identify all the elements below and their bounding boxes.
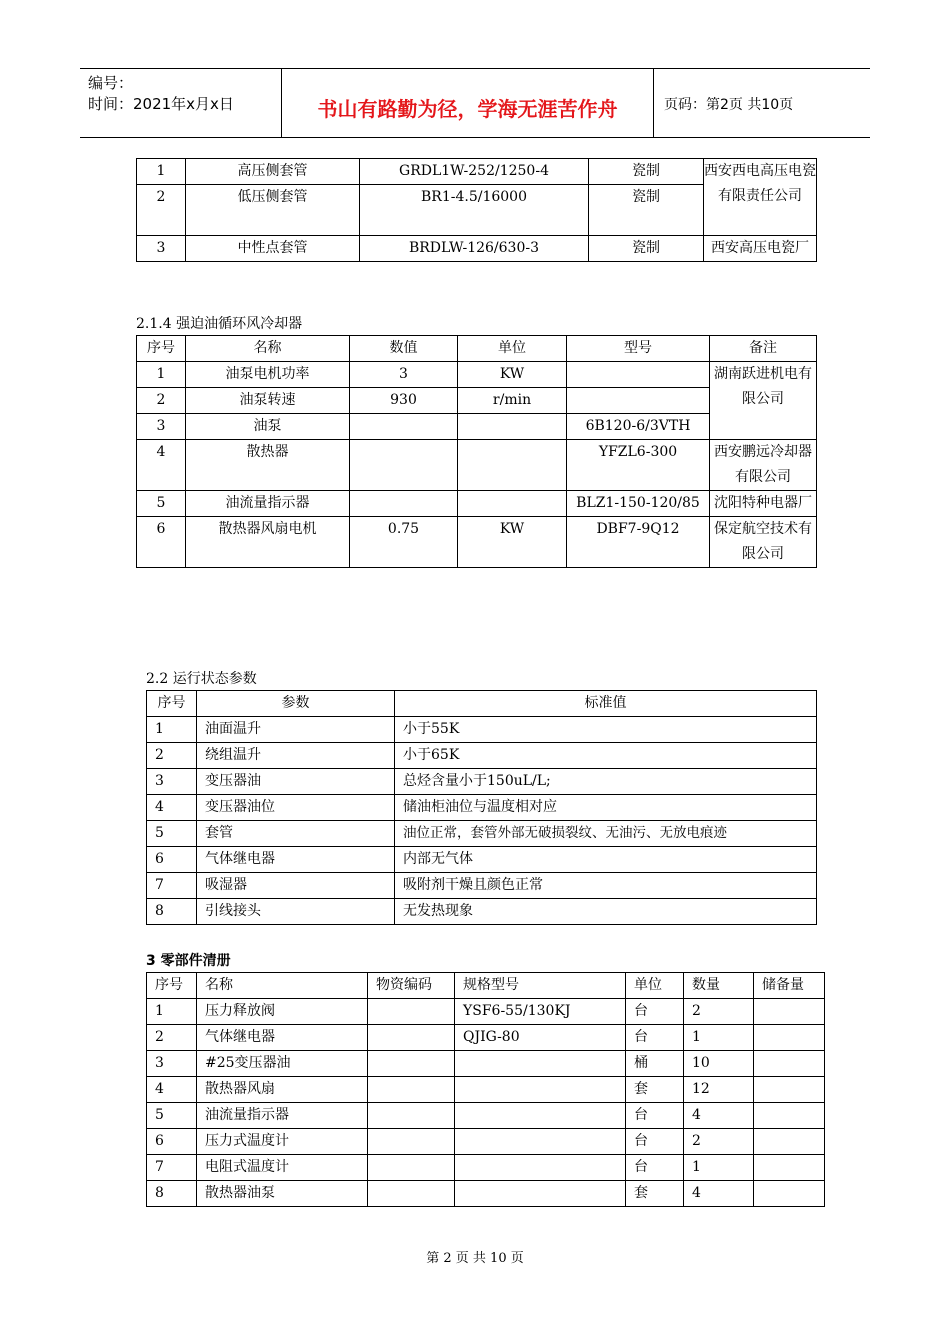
page-header: [80, 68, 870, 138]
row-spec: [455, 1129, 626, 1155]
maker-cell: 西安西电高压电瓷有限责任公司: [704, 159, 817, 236]
table-row: [137, 517, 817, 568]
row-no: 2: [147, 743, 197, 769]
row-std: 小于65K: [395, 743, 817, 769]
row-std: 无发热现象: [395, 899, 817, 925]
row-unit: [458, 491, 567, 517]
row-no: 1: [137, 159, 186, 185]
row-reserve: [754, 1181, 825, 1207]
row-value: 0.75: [350, 517, 458, 568]
section-title: 2.1.4 强迫油循环风冷却器: [136, 316, 303, 332]
table-header-row: [137, 336, 817, 362]
col-header: 单位: [626, 973, 684, 999]
row-no: 1: [147, 999, 197, 1025]
table-row: [147, 717, 817, 743]
row-no: 2: [147, 1025, 197, 1051]
col-header: 名称: [186, 336, 350, 362]
col-header: 序号: [147, 973, 197, 999]
row-no: 6: [137, 517, 186, 568]
parts-table: [146, 972, 825, 1207]
row-no: 4: [137, 440, 186, 491]
table-row: [147, 899, 817, 925]
col-header: 序号: [137, 336, 186, 362]
row-model: BR1-4.5/16000: [360, 185, 589, 236]
row-unit: [458, 440, 567, 491]
row-no: 3: [137, 236, 186, 262]
row-name: 散热器油泵: [197, 1181, 368, 1207]
row-param: 变压器油位: [197, 795, 395, 821]
row-no: 2: [137, 388, 186, 414]
row-code: [368, 1025, 455, 1051]
row-std: 内部无气体: [395, 847, 817, 873]
row-no: 4: [147, 795, 197, 821]
row-note: 湖南跃进机电有限公司: [710, 362, 817, 440]
row-no: 2: [137, 185, 186, 236]
row-qty: 12: [684, 1077, 754, 1103]
row-qty: 1: [684, 1155, 754, 1181]
row-name: 压力释放阀: [197, 999, 368, 1025]
row-note: 西安鹏远冷却器有限公司: [710, 440, 817, 491]
row-qty: 2: [684, 999, 754, 1025]
row-spec: [455, 1077, 626, 1103]
row-name: 散热器: [186, 440, 350, 491]
row-no: 5: [147, 821, 197, 847]
row-material: 瓷制: [589, 159, 704, 185]
table-row: [147, 1051, 825, 1077]
row-code: [368, 1129, 455, 1155]
row-reserve: [754, 1025, 825, 1051]
section-title: 2.2 运行状态参数: [146, 671, 257, 687]
row-reserve: [754, 1155, 825, 1181]
row-name: 油流量指示器: [186, 491, 350, 517]
row-note: 保定航空技术有限公司: [710, 517, 817, 568]
row-value: [350, 440, 458, 491]
row-name: 高压侧套管: [186, 159, 360, 185]
row-model: BRDLW-126/630-3: [360, 236, 589, 262]
row-no: 5: [147, 1103, 197, 1129]
row-reserve: [754, 999, 825, 1025]
row-code: [368, 1103, 455, 1129]
row-model: [567, 388, 710, 414]
table-row: [147, 873, 817, 899]
bushing-table: [136, 158, 817, 262]
row-value: [350, 414, 458, 440]
row-code: [368, 1181, 455, 1207]
row-name: 油泵电机功率: [186, 362, 350, 388]
row-spec: QJIG-80: [455, 1025, 626, 1051]
section-title: [146, 950, 231, 970]
row-qty: 4: [684, 1181, 754, 1207]
row-spec: [455, 1155, 626, 1181]
row-unit: 套: [626, 1077, 684, 1103]
table-row: [147, 1103, 825, 1129]
row-unit: 桶: [626, 1051, 684, 1077]
header-page-label: 页码：第2页 共10页: [664, 97, 794, 113]
row-spec: YSF6-55/130KJ: [455, 999, 626, 1025]
col-header: 数值: [350, 336, 458, 362]
header-motto: 书山有路勤为径，学海无涯苦作舟: [282, 69, 654, 137]
header-meta: [80, 69, 282, 137]
row-material: 瓷制: [589, 236, 704, 262]
row-unit: 台: [626, 1025, 684, 1051]
row-model: BLZ1-150-120/85: [567, 491, 710, 517]
row-name: 散热器风扇电机: [186, 517, 350, 568]
table-row: [147, 821, 817, 847]
table-header-row: [147, 691, 817, 717]
row-no: 3: [147, 1051, 197, 1077]
table-row: [147, 999, 825, 1025]
row-param: 吸湿器: [197, 873, 395, 899]
row-unit: KW: [458, 362, 567, 388]
row-code: [368, 1155, 455, 1181]
table-row: [137, 491, 817, 517]
row-param: 油面温升: [197, 717, 395, 743]
row-param: 套管: [197, 821, 395, 847]
row-std: 储油柜油位与温度相对应: [395, 795, 817, 821]
row-model: YFZL6-300: [567, 440, 710, 491]
row-qty: 2: [684, 1129, 754, 1155]
row-no: 1: [147, 717, 197, 743]
status-table: [146, 690, 817, 925]
row-spec: [455, 1103, 626, 1129]
row-code: [368, 1077, 455, 1103]
row-name: 压力式温度计: [197, 1129, 368, 1155]
col-header: 参数: [197, 691, 395, 717]
table-header-row: [147, 973, 825, 999]
parts-title: 3 零部件清册: [146, 953, 231, 969]
row-param: 绕组温升: [197, 743, 395, 769]
table-row: [147, 1077, 825, 1103]
row-no: 3: [137, 414, 186, 440]
row-name: 气体继电器: [197, 1025, 368, 1051]
table-row: [137, 362, 817, 388]
row-param: 引线接头: [197, 899, 395, 925]
row-name: 油泵: [186, 414, 350, 440]
number-label: 编号：: [88, 74, 134, 92]
page-footer: 第 2 页 共 10 页: [426, 1251, 524, 1266]
row-model: [567, 362, 710, 388]
row-unit: r/min: [458, 388, 567, 414]
row-name: #25变压器油: [197, 1051, 368, 1077]
table-row: [137, 159, 817, 185]
row-reserve: [754, 1129, 825, 1155]
row-name: 低压侧套管: [186, 185, 360, 236]
row-name: 中性点套管: [186, 236, 360, 262]
col-header: 单位: [458, 336, 567, 362]
maker-cell: 西安高压电瓷厂: [704, 236, 817, 262]
row-value: 3: [350, 362, 458, 388]
row-no: 1: [137, 362, 186, 388]
row-name: 散热器风扇: [197, 1077, 368, 1103]
table-row: [137, 236, 817, 262]
row-spec: [455, 1051, 626, 1077]
col-header: 标准值: [395, 691, 817, 717]
row-reserve: [754, 1077, 825, 1103]
col-header: 储备量: [754, 973, 825, 999]
row-model: 6B120-6/3VTH: [567, 414, 710, 440]
row-param: 变压器油: [197, 769, 395, 795]
row-unit: KW: [458, 517, 567, 568]
row-no: 7: [147, 1155, 197, 1181]
col-header: 名称: [197, 973, 368, 999]
row-no: 7: [147, 873, 197, 899]
cooler-table: [136, 335, 817, 568]
row-name: 电阻式温度计: [197, 1155, 368, 1181]
row-no: 4: [147, 1077, 197, 1103]
col-header: 物资编码: [368, 973, 455, 999]
row-qty: 10: [684, 1051, 754, 1077]
row-std: 吸附剂干燥且颜色正常: [395, 873, 817, 899]
table-row: [147, 1181, 825, 1207]
row-std: 小于55K: [395, 717, 817, 743]
col-header: 型号: [567, 336, 710, 362]
row-value: [350, 491, 458, 517]
row-model: DBF7-9Q12: [567, 517, 710, 568]
table-row: [147, 769, 817, 795]
row-no: 8: [147, 899, 197, 925]
col-header: 备注: [710, 336, 817, 362]
time-label: 时间：2021年x月x日: [88, 95, 234, 113]
table-row: [147, 743, 817, 769]
row-name: 油泵转速: [186, 388, 350, 414]
row-material: 瓷制: [589, 185, 704, 236]
table-row: [137, 440, 817, 491]
row-spec: [455, 1181, 626, 1207]
row-unit: 台: [626, 1103, 684, 1129]
table-row: [147, 795, 817, 821]
row-code: [368, 1051, 455, 1077]
row-no: 3: [147, 769, 197, 795]
row-model: GRDL1W-252/1250-4: [360, 159, 589, 185]
row-no: 6: [147, 1129, 197, 1155]
row-no: 5: [137, 491, 186, 517]
row-std: 油位正常，套管外部无破损裂纹、无油污、无放电痕迹: [395, 821, 817, 847]
row-no: 8: [147, 1181, 197, 1207]
row-std: 总烃含量小于150uL/L;: [395, 769, 817, 795]
row-name: 油流量指示器: [197, 1103, 368, 1129]
row-reserve: [754, 1051, 825, 1077]
col-header: 规格型号: [455, 973, 626, 999]
table-row: [147, 1025, 825, 1051]
row-unit: 台: [626, 1155, 684, 1181]
table-row: [147, 847, 817, 873]
row-unit: [458, 414, 567, 440]
row-code: [368, 999, 455, 1025]
row-unit: 台: [626, 1129, 684, 1155]
table-row: [147, 1155, 825, 1181]
row-unit: 套: [626, 1181, 684, 1207]
col-header: 数量: [684, 973, 754, 999]
row-qty: 4: [684, 1103, 754, 1129]
row-unit: 台: [626, 999, 684, 1025]
table-row: [147, 1129, 825, 1155]
row-value: 930: [350, 388, 458, 414]
col-header: 序号: [147, 691, 197, 717]
row-reserve: [754, 1103, 825, 1129]
row-no: 6: [147, 847, 197, 873]
row-note: 沈阳特种电器厂: [710, 491, 817, 517]
row-param: 气体继电器: [197, 847, 395, 873]
row-qty: 1: [684, 1025, 754, 1051]
